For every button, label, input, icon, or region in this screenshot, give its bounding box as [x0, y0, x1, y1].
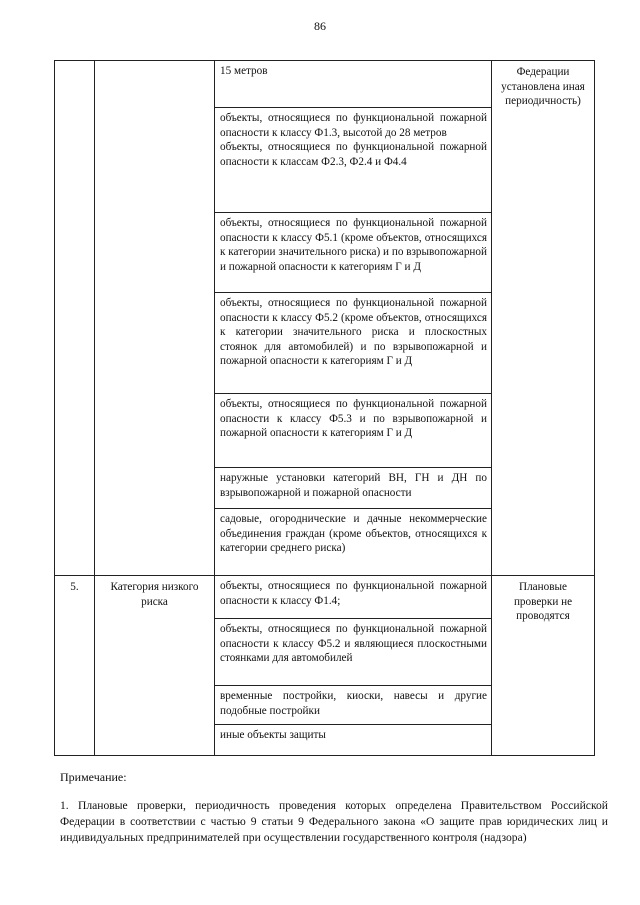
object-entry: объекты, относящиеся по функциональной пожарной опасности к классу Ф5.2 и являющиеся плоскостными стоянками для автомобилей	[215, 619, 491, 686]
table-row-5	[55, 576, 595, 756]
risk-category-table	[54, 60, 595, 756]
page-number: 86	[314, 19, 326, 33]
object-entry: 15 метров	[215, 61, 491, 108]
periodicity-cell: Плановые проверки не проводятся	[492, 576, 595, 756]
object-entry: объекты, относящиеся по функциональной пожарной опасности к классу Ф5.1 (кроме объектов, относящихся к категории значительного риска) и по взрывопожарной и пожарной опасности к категориям Г и Д	[215, 213, 491, 293]
object-entry: объекты, относящиеся по функциональной пожарной опасности к классу Ф1.4;	[215, 576, 491, 619]
objects-cell	[215, 576, 492, 756]
object-entry: объекты, относящиеся по функциональной пожарной опасности к классу Ф5.2 (кроме объектов, относящихся к категории значительного риска и плоскостных стоянок для автомобилей) и по взрывопожарной и пожарной опасности к категориям Г и Д	[215, 293, 491, 394]
object-entry: временные постройки, киоски, навесы и другие подобные постройки	[215, 686, 491, 725]
object-entry: садовые, огороднические и дачные некоммерческие объединения граждан (кроме объектов, относящихся к категории среднего риска)	[220, 513, 487, 555]
table-row-continued	[55, 61, 595, 576]
category-cell-empty	[95, 61, 215, 576]
objects-cell	[215, 61, 492, 576]
periodicity-cell: Федерации установлена иная периодичность)	[492, 61, 595, 576]
row-number-cell-empty	[55, 61, 95, 576]
object-entry: объекты, относящиеся по функциональной пожарной опасности к классу Ф5.3 и по взрывопожарной и пожарной опасности к категориям Г и Д	[215, 394, 491, 468]
category-cell: Категория низкого риска	[95, 576, 215, 756]
object-entry: объекты, относящиеся по функциональной пожарной опасности к классу Ф1.3, высотой до 28 метров объекты, относящиеся по функциональной пожарной опасности к классам Ф2.3, Ф2.4 и Ф4.4	[215, 108, 491, 213]
note-text: 1. Плановые проверки, периодичность проведения которых определена Правительством Российской Федерации в соответствии с частью 9 статьи 9 Федерального закона «О защите прав юридических лиц и индивидуальных предпринимателей при осуществлении государственного контроля (надзора)	[60, 799, 608, 844]
note-title: Примечание:	[60, 770, 127, 784]
object-entry: иные объекты защиты	[220, 729, 326, 741]
row-number-cell: 5.	[55, 576, 95, 756]
object-entry: наружные установки категорий ВН, ГН и ДН по взрывопожарной и пожарной опасности	[215, 468, 491, 509]
